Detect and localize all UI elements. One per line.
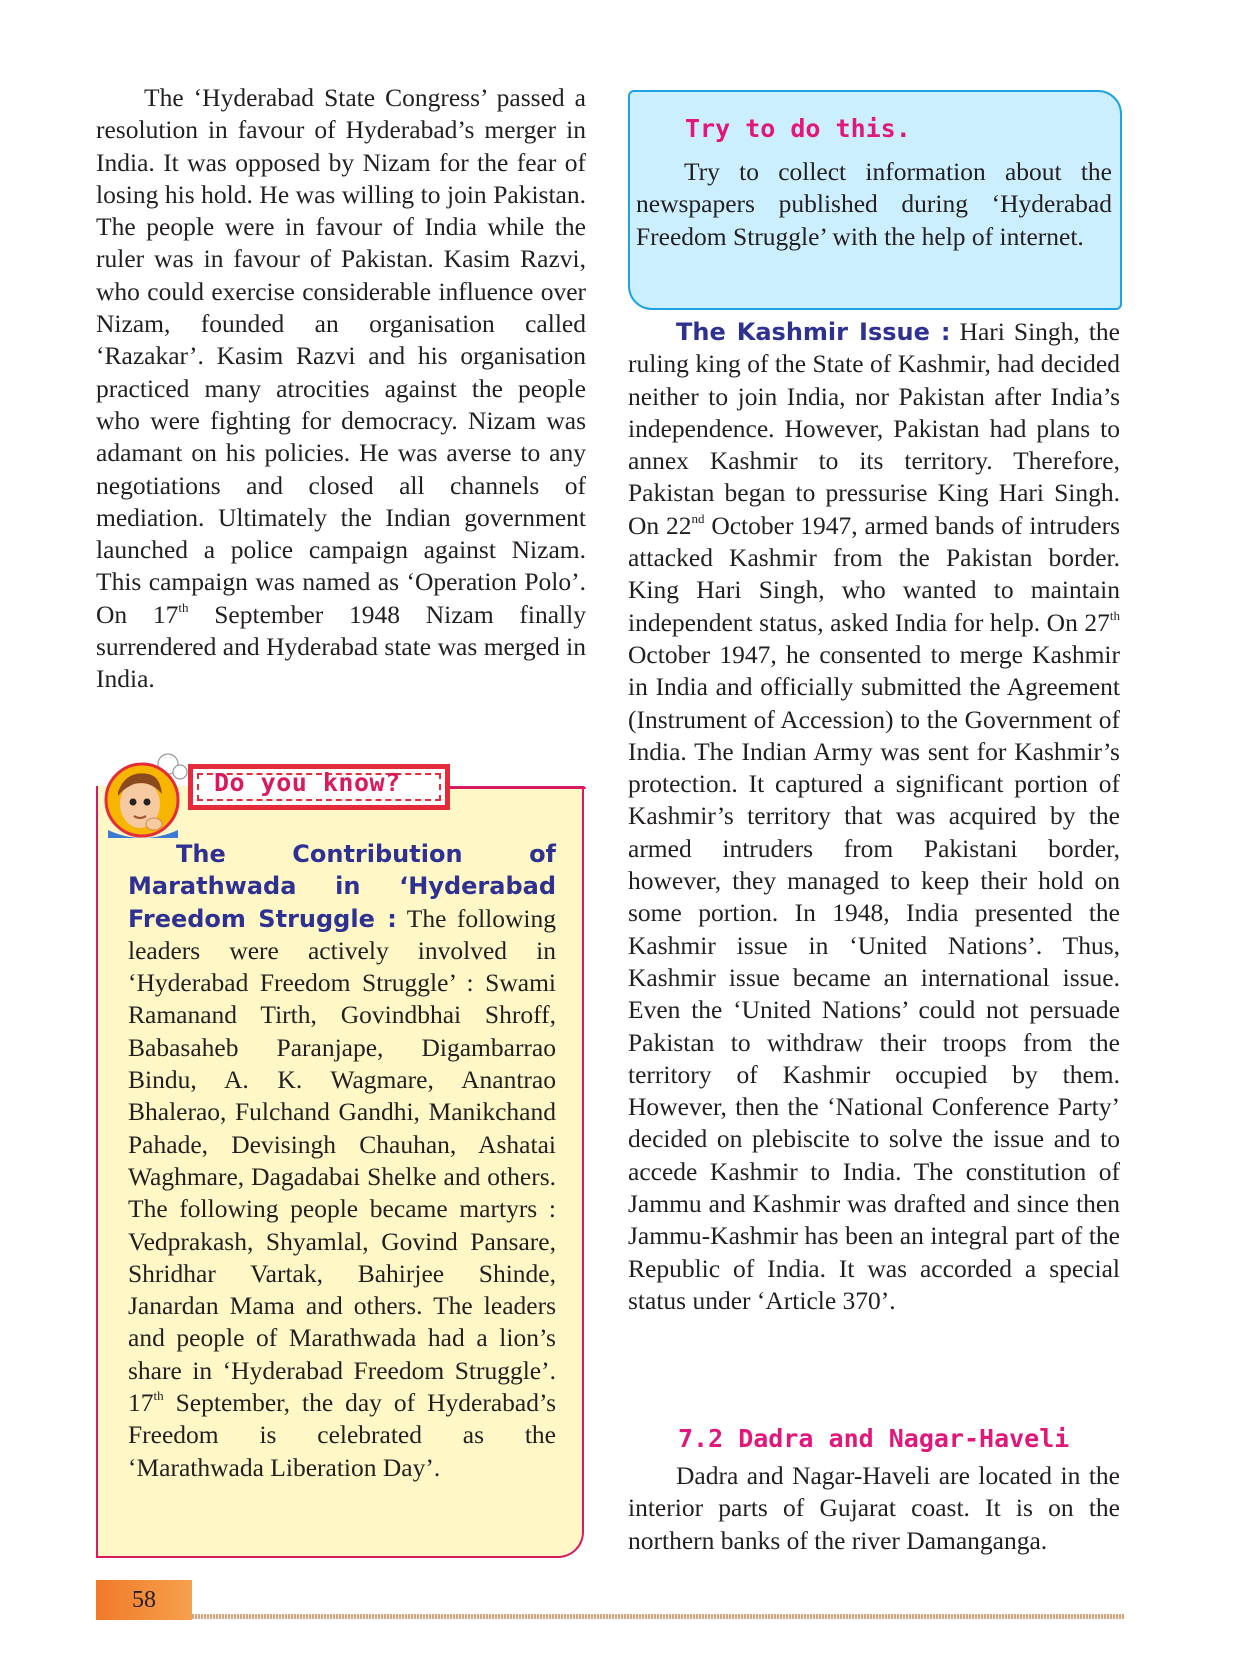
left-column bbox=[96, 82, 586, 696]
footer-rule bbox=[192, 1614, 1124, 1619]
do-you-know-heading: The Contribution of Marathwada in ‘Hyderabad Freedom Struggle : bbox=[128, 840, 556, 933]
hyderabad-paragraph: The ‘Hyderabad State Congress’ passed a resolution in favour of Hyderabad’s merger in India. It was opposed by Nizam for the fear of losing his hold. He was willing to join Pakistan. The people were in favour of India while the ruler was in favour of Pakistan. Kasim Razvi, who could exercise considerable influence over Nizam, founded an organisation called ‘Razakar’. Kasim Razvi and his organisation practiced many atrocities against the people who were fighting for democracy. Nizam was adamant on his policies. He was averse to any negotiations and closed all channels of mediation. Ultimately the Indian government launched a police campaign against Nizam. This campaign was named as ‘Operation Polo’. On 17th September 1948 Nizam finally surrendered and Hyderabad state was merged in India. bbox=[96, 83, 586, 694]
kashmir-paragraph: The Kashmir Issue : Hari Singh, the ruling king of the State of Kashmir, had decided neither to join India, nor Pakistan after India’s independence. However, Pakistan had plans to annex Kashmir to its territory. Therefore, Pakistan began to pressurise King Hari Singh. On 22nd October 1947, armed bands of intruders attacked Kashmir from the Pakistan border. King Hari Singh, who wanted to maintain independent status, asked India for help. On 27th October 1947, he consented to merge Kashmir in India and officially submitted the Agreement (Instrument of Accession) to the Government of India. The Indian Army was sent for Kashmir’s protection. It captured a significant portion of Kashmir’s territory that was acquired by the armed intruders from Pakistani border, however, they managed to keep their hold on some portion. In 1948, India presented the Kashmir issue in ‘United Nations’. Thus, Kashmir issue became an international issue. Even the ‘United Nations’ could not persuade Pakistan to withdraw their troops from the territory of Kashmir occupied by them. However, then the ‘National Conference Party’ decided on plebiscite to solve the issue and to accede Kashmir to India. The constitution of Jammu and Kashmir was drafted and since then Jammu-Kashmir has been an integral part of the Republic of India. It was accorded a special status under ‘Article 370’. bbox=[628, 317, 1121, 1315]
try-to-do-this-text: Try to collect information about the newspapers published during ‘Hyderabad Freedom Struggle’ with the help of internet. bbox=[636, 157, 1112, 251]
thinking-boy-icon bbox=[98, 750, 198, 838]
dadra-paragraph: Dadra and Nagar-Haveli are located in the interior parts of Gujarat coast. It is on the northern banks of the river Damanganga. bbox=[628, 1461, 1120, 1555]
do-you-know-box bbox=[96, 744, 588, 1564]
page-number: 58 bbox=[96, 1580, 192, 1620]
kashmir-heading: The Kashmir Issue : bbox=[676, 318, 951, 346]
dadra-section bbox=[628, 1460, 1120, 1557]
section-heading: 7.2 Dadra and Nagar-Haveli bbox=[678, 1424, 1070, 1453]
try-to-do-this-title: Try to do this. bbox=[685, 114, 911, 143]
do-you-know-content bbox=[128, 838, 556, 1484]
do-you-know-border bbox=[436, 786, 586, 789]
do-you-know-title: Do you know? bbox=[214, 768, 401, 797]
try-to-do-this-content bbox=[636, 156, 1112, 253]
kashmir-issue-section bbox=[628, 316, 1120, 1317]
do-you-know-paragraph: The Contribution of Marathwada in ‘Hyderabad Freedom Struggle : The following leaders were actively involved in ‘Hyderabad Freedom Struggle’ : Swami Ramanand Tirth, Govindbhai Shroff, Babasaheb Paranjape, Digambarrao Bindu, A. K. Wagmare, Anantrao Bhalerao, Fulchand Gandhi, Manikchand Pahade, Devisingh Chauhan, Ashatai Waghmare, Dagadabai Shelke and others. The following people became martyrs : Vedprakash, Shyamlal, Govind Pansare, Shridhar Vartak, Bahirjee Shinde, Janardan Mama and others. The leaders and people of Marathwada had a lion’s share in ‘Hyderabad Freedom Struggle’. 17th September, the day of Hyderabad’s Freedom is celebrated as the ‘Marathwada Liberation Day’. bbox=[128, 840, 556, 1482]
